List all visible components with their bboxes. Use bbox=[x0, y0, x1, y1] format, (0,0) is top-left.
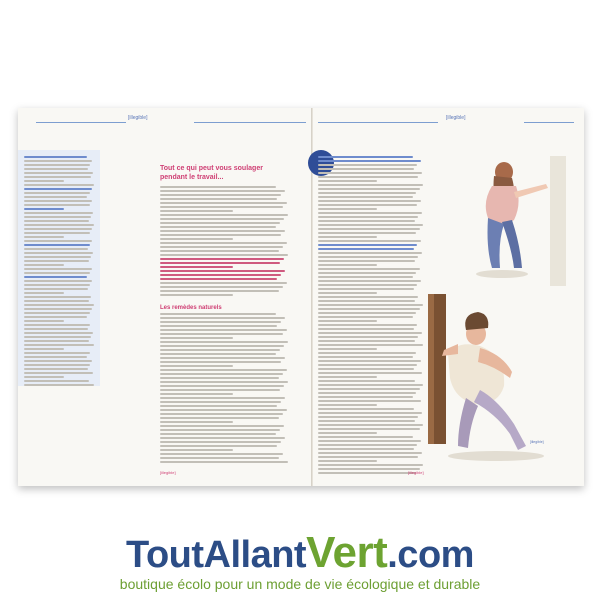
text-line bbox=[24, 328, 88, 330]
illustration-caption: [illegible] bbox=[530, 440, 544, 444]
text-line bbox=[160, 341, 288, 343]
text-line bbox=[160, 242, 287, 244]
text-line bbox=[24, 300, 89, 302]
text-line bbox=[318, 344, 423, 346]
brand-part-3: .com bbox=[387, 534, 474, 576]
text-line bbox=[160, 421, 233, 423]
text-line bbox=[318, 304, 423, 306]
text-line bbox=[318, 284, 417, 286]
text-line bbox=[24, 324, 90, 326]
text-line bbox=[318, 308, 420, 310]
text-line bbox=[24, 184, 94, 186]
text-line bbox=[160, 214, 288, 216]
text-line bbox=[160, 381, 288, 383]
text-line bbox=[24, 240, 92, 242]
text-line bbox=[160, 234, 281, 236]
text-line bbox=[160, 449, 233, 451]
text-line bbox=[160, 313, 276, 315]
text-line bbox=[160, 417, 279, 419]
text-line bbox=[160, 393, 233, 395]
text-line bbox=[318, 384, 423, 386]
text-line bbox=[318, 260, 415, 262]
text-line bbox=[24, 172, 93, 174]
text-line bbox=[160, 337, 233, 339]
text-line bbox=[318, 336, 418, 338]
text-line bbox=[160, 349, 280, 351]
text-line bbox=[160, 210, 233, 212]
text-line bbox=[160, 409, 287, 411]
text-line bbox=[160, 425, 284, 427]
text-line bbox=[318, 272, 416, 274]
text-line bbox=[24, 204, 90, 206]
text-line bbox=[318, 228, 420, 230]
text-line bbox=[318, 188, 420, 190]
text-line bbox=[24, 160, 92, 162]
text-line bbox=[24, 332, 93, 334]
text-line bbox=[160, 429, 280, 431]
text-line bbox=[318, 324, 417, 326]
text-line bbox=[24, 344, 94, 346]
text-line bbox=[318, 408, 414, 410]
text-line bbox=[318, 312, 416, 314]
text-line bbox=[24, 308, 92, 310]
text-line bbox=[160, 254, 288, 256]
text-line bbox=[160, 357, 285, 359]
text-line bbox=[318, 256, 418, 258]
text-line bbox=[318, 456, 418, 458]
text-line bbox=[160, 226, 276, 228]
text-line bbox=[160, 389, 280, 391]
text-line bbox=[318, 416, 418, 418]
text-line bbox=[24, 236, 64, 238]
text-line bbox=[318, 432, 377, 434]
text-line bbox=[318, 368, 414, 370]
text-line bbox=[160, 317, 285, 319]
text-line bbox=[160, 270, 285, 272]
text-line bbox=[318, 352, 416, 354]
text-line bbox=[160, 397, 285, 399]
text-line bbox=[318, 460, 377, 462]
text-line bbox=[160, 190, 285, 192]
text-line bbox=[160, 361, 281, 363]
text-line bbox=[24, 164, 90, 166]
text-line bbox=[160, 413, 283, 415]
text-line bbox=[160, 278, 277, 280]
text-line bbox=[318, 252, 422, 254]
text-line bbox=[318, 296, 418, 298]
text-line bbox=[160, 238, 233, 240]
text-line bbox=[24, 360, 92, 362]
text-line bbox=[24, 156, 87, 158]
text-line bbox=[318, 248, 414, 250]
text-line bbox=[24, 320, 64, 322]
text-line bbox=[160, 437, 285, 439]
text-line bbox=[24, 220, 89, 222]
text-line bbox=[24, 276, 87, 278]
right-header-line bbox=[318, 122, 438, 123]
text-line bbox=[24, 208, 64, 210]
text-line bbox=[318, 448, 414, 450]
text-line bbox=[318, 232, 416, 234]
text-line bbox=[318, 372, 422, 374]
text-line bbox=[318, 264, 377, 266]
text-line bbox=[318, 196, 413, 198]
text-line bbox=[160, 262, 280, 264]
text-line bbox=[318, 424, 423, 426]
text-line bbox=[24, 264, 64, 266]
text-line bbox=[24, 168, 88, 170]
text-line bbox=[160, 206, 283, 208]
text-line bbox=[318, 404, 377, 406]
text-line bbox=[318, 464, 423, 466]
text-line bbox=[24, 288, 88, 290]
text-line bbox=[318, 316, 413, 318]
text-line bbox=[160, 266, 233, 268]
text-line bbox=[318, 320, 377, 322]
text-line bbox=[160, 457, 279, 459]
text-line bbox=[318, 180, 377, 182]
text-line bbox=[160, 194, 281, 196]
text-line bbox=[24, 384, 94, 386]
text-line bbox=[160, 202, 287, 204]
text-line bbox=[318, 204, 417, 206]
text-line bbox=[318, 300, 415, 302]
text-line bbox=[160, 282, 287, 284]
text-line bbox=[318, 428, 420, 430]
text-line bbox=[24, 244, 90, 246]
text-line bbox=[160, 433, 276, 435]
text-line bbox=[318, 236, 377, 238]
text-line bbox=[24, 280, 92, 282]
text-line bbox=[24, 284, 90, 286]
text-line bbox=[160, 290, 279, 292]
left-header: [illegible] bbox=[128, 115, 148, 121]
text-line bbox=[318, 356, 413, 358]
text-line bbox=[24, 248, 88, 250]
text-line bbox=[160, 218, 284, 220]
text-line bbox=[160, 325, 277, 327]
text-line bbox=[160, 246, 283, 248]
right-page-number: [illegible] bbox=[408, 470, 424, 475]
text-line bbox=[160, 294, 233, 296]
text-line bbox=[24, 232, 90, 234]
text-line bbox=[24, 376, 64, 378]
text-line bbox=[318, 380, 415, 382]
text-line bbox=[318, 268, 420, 270]
text-line bbox=[318, 244, 417, 246]
text-line bbox=[24, 224, 94, 226]
text-line bbox=[318, 160, 421, 162]
right-header-line-2 bbox=[524, 122, 574, 123]
text-line bbox=[160, 198, 277, 200]
text-line bbox=[160, 230, 285, 232]
open-book bbox=[18, 108, 584, 486]
brand-part-2: Vert bbox=[306, 528, 388, 577]
text-line bbox=[318, 452, 422, 454]
text-line bbox=[24, 304, 94, 306]
standing-woman-illustration bbox=[442, 156, 572, 286]
text-line bbox=[318, 280, 421, 282]
text-line bbox=[318, 472, 416, 474]
text-line bbox=[318, 420, 415, 422]
text-line bbox=[318, 184, 423, 186]
text-line bbox=[24, 180, 64, 182]
text-line bbox=[24, 176, 91, 178]
text-line bbox=[318, 200, 421, 202]
brand-logo[interactable] bbox=[0, 528, 600, 577]
text-line bbox=[318, 348, 377, 350]
text-line bbox=[24, 312, 90, 314]
brand-footer bbox=[0, 528, 600, 600]
text-line bbox=[24, 252, 93, 254]
text-line bbox=[160, 401, 281, 403]
text-line bbox=[24, 192, 90, 194]
text-line bbox=[160, 377, 279, 379]
text-line bbox=[318, 220, 415, 222]
text-line bbox=[318, 332, 422, 334]
text-line bbox=[318, 396, 413, 398]
brand-tagline: boutique écolo pour un mode de vie écologique et durable bbox=[119, 576, 481, 592]
right-header: [illegible] bbox=[446, 115, 466, 121]
text-line bbox=[160, 345, 284, 347]
text-line bbox=[160, 405, 277, 407]
text-line bbox=[24, 196, 87, 198]
text-line bbox=[318, 444, 417, 446]
text-line bbox=[318, 412, 422, 414]
text-line bbox=[160, 453, 283, 455]
text-line bbox=[318, 276, 413, 278]
left-page-number: [illegible] bbox=[160, 470, 176, 475]
text-line bbox=[24, 188, 92, 190]
text-line bbox=[24, 372, 93, 374]
left-header-line-2 bbox=[194, 122, 306, 123]
subsection-heading: Les remèdes naturels bbox=[160, 305, 222, 311]
text-line bbox=[318, 400, 421, 402]
text-line bbox=[160, 445, 277, 447]
text-line bbox=[318, 360, 421, 362]
text-line bbox=[318, 164, 417, 166]
text-line bbox=[318, 436, 413, 438]
text-line bbox=[160, 369, 287, 371]
text-line bbox=[160, 258, 284, 260]
text-line bbox=[318, 364, 417, 366]
text-line bbox=[24, 200, 92, 202]
text-line bbox=[318, 172, 422, 174]
text-line bbox=[318, 328, 414, 330]
text-line bbox=[318, 192, 416, 194]
text-line bbox=[24, 292, 64, 294]
text-line bbox=[24, 380, 89, 382]
text-line bbox=[24, 296, 91, 298]
text-line bbox=[24, 340, 89, 342]
text-line bbox=[24, 260, 89, 262]
left-header-line bbox=[36, 122, 126, 123]
text-line bbox=[24, 336, 91, 338]
text-line bbox=[160, 373, 283, 375]
text-line bbox=[24, 348, 64, 350]
text-line bbox=[318, 288, 414, 290]
text-line bbox=[24, 216, 91, 218]
text-line bbox=[24, 212, 93, 214]
text-line bbox=[318, 224, 423, 226]
text-line bbox=[160, 274, 281, 276]
text-line bbox=[318, 168, 414, 170]
text-line bbox=[318, 468, 420, 470]
text-line bbox=[318, 212, 422, 214]
text-line bbox=[24, 356, 87, 358]
text-line bbox=[318, 216, 418, 218]
text-line bbox=[318, 388, 420, 390]
text-line bbox=[318, 208, 377, 210]
text-line bbox=[318, 376, 377, 378]
text-line bbox=[24, 368, 88, 370]
text-line bbox=[24, 268, 92, 270]
text-line bbox=[160, 250, 279, 252]
text-line bbox=[160, 286, 283, 288]
text-line bbox=[318, 440, 421, 442]
text-line bbox=[24, 316, 87, 318]
text-line bbox=[160, 385, 284, 387]
text-line bbox=[318, 392, 416, 394]
text-line bbox=[318, 340, 415, 342]
text-line bbox=[160, 222, 280, 224]
text-line bbox=[160, 333, 283, 335]
text-line bbox=[160, 186, 276, 188]
text-line bbox=[24, 364, 90, 366]
text-line bbox=[160, 461, 288, 463]
brand-part-1: ToutAllant bbox=[126, 534, 307, 576]
text-line bbox=[160, 365, 233, 367]
text-line bbox=[24, 256, 91, 258]
section-heading: Tout ce qui peut vous soulager pendant le travail... bbox=[160, 165, 263, 181]
text-line bbox=[24, 272, 90, 274]
text-line bbox=[160, 321, 281, 323]
text-line bbox=[160, 441, 281, 443]
text-line bbox=[318, 292, 377, 294]
text-line bbox=[318, 156, 413, 158]
text-line bbox=[318, 240, 421, 242]
text-line bbox=[160, 353, 276, 355]
text-line bbox=[24, 352, 90, 354]
text-line bbox=[160, 329, 287, 331]
text-line bbox=[318, 176, 418, 178]
text-line bbox=[24, 228, 92, 230]
